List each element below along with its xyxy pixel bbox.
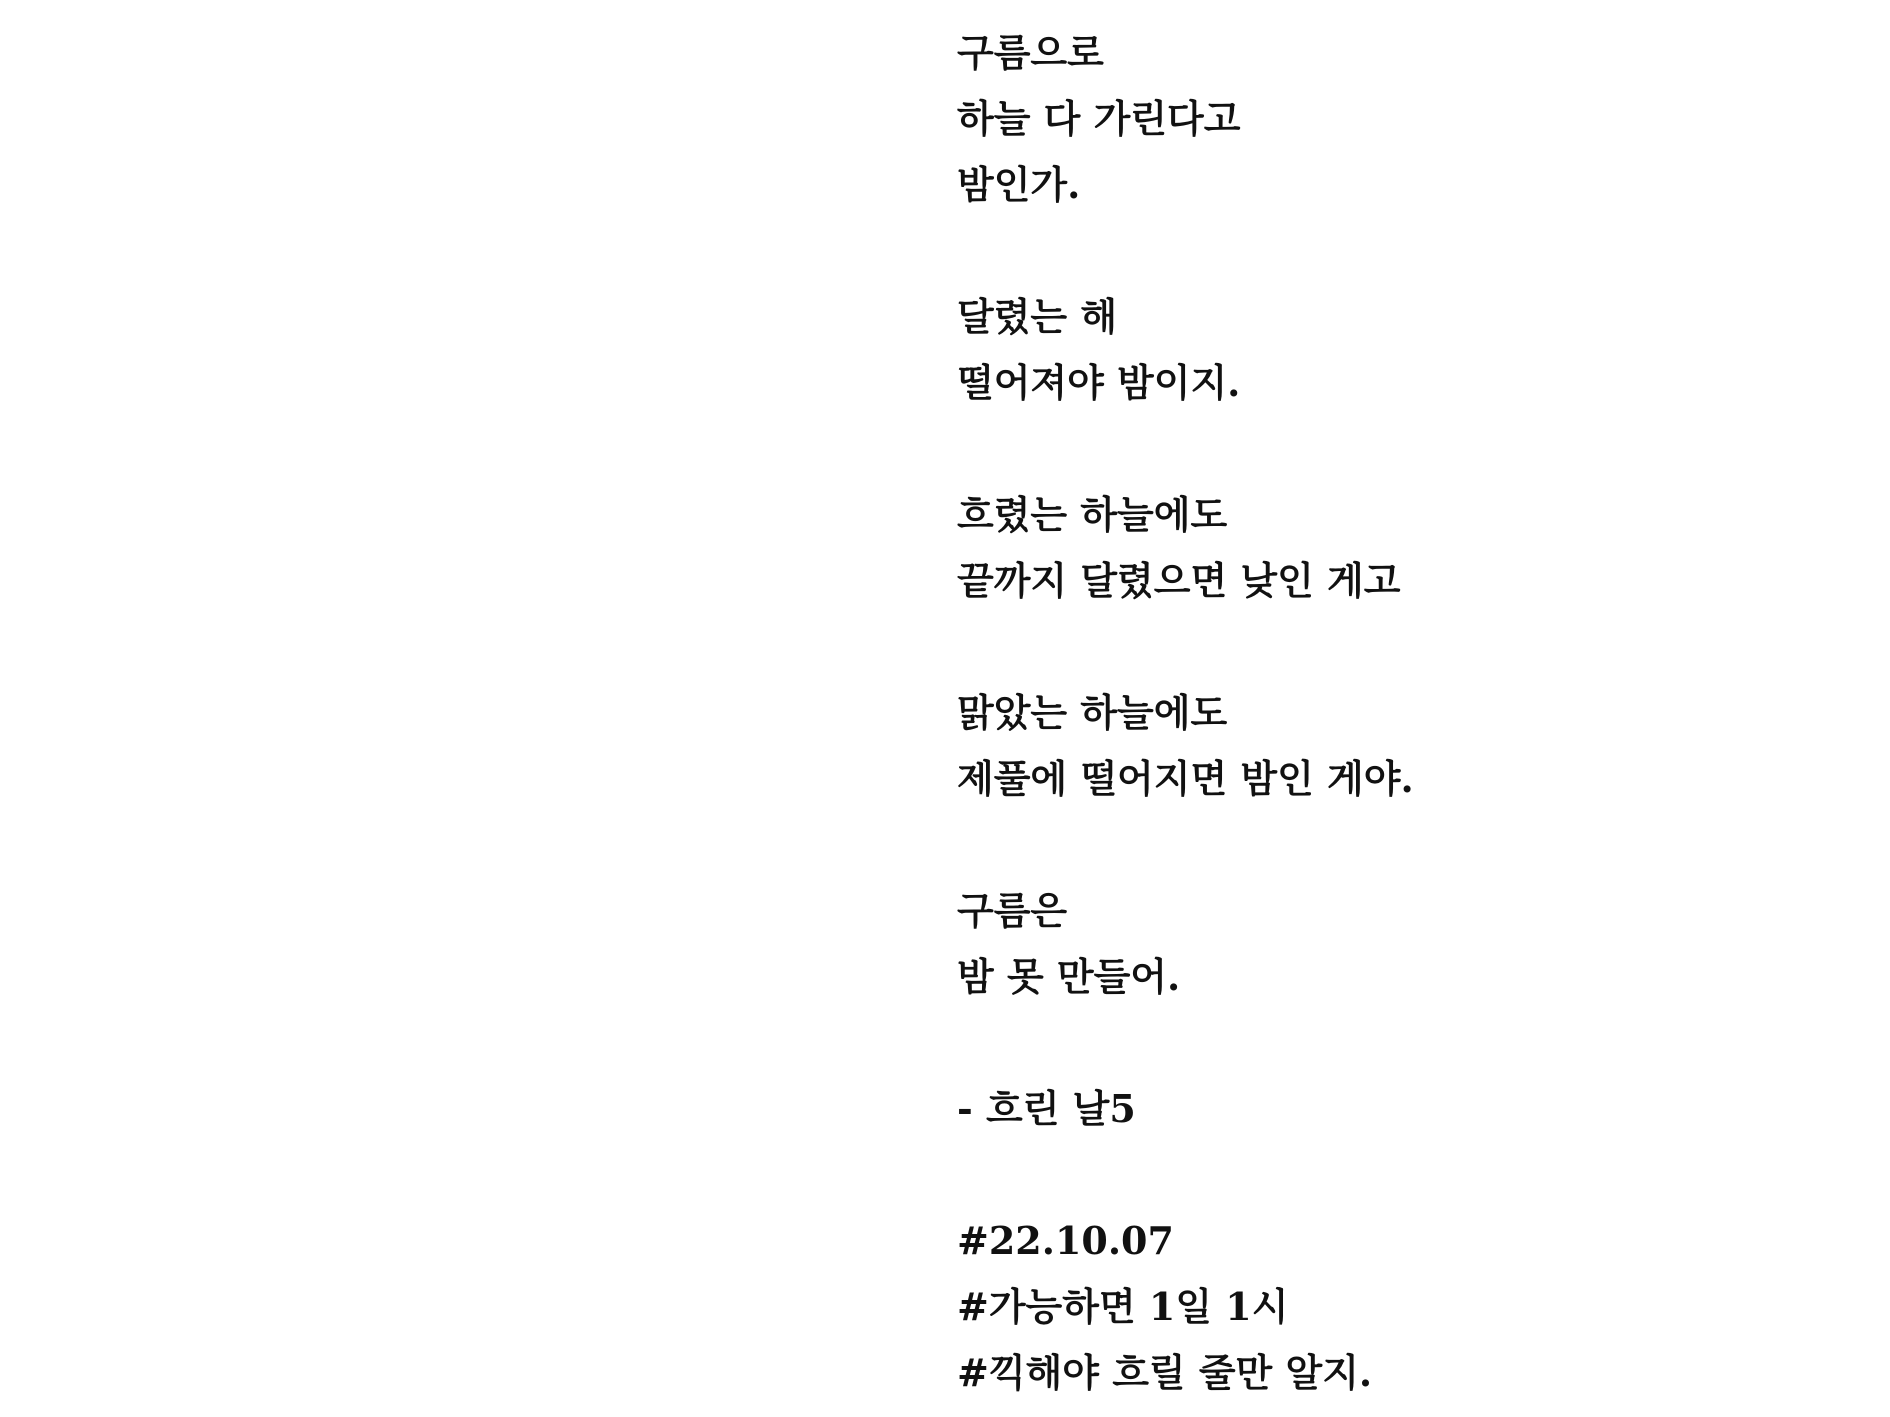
stanza-break: [957, 812, 1857, 878]
stanza-break: [957, 416, 1857, 482]
stanza-break: [957, 1142, 1857, 1208]
stanza-break: [957, 1010, 1857, 1076]
hashtag-date: #22.10.07: [957, 1218, 1174, 1263]
poem-line: 맑았는 하늘에도: [957, 690, 1228, 735]
poem-line: 밤인가.: [957, 162, 1081, 207]
poem-line: 하늘 다 가린다고: [957, 96, 1241, 141]
hashtag: #가능하면 1일 1시: [957, 1284, 1289, 1329]
poem-signature: - 흐린 날5: [957, 1086, 1136, 1131]
poem-line: 떨어져야 밤이지.: [957, 360, 1241, 405]
poem-line: 구름으로: [957, 30, 1104, 75]
poem-line: 제풀에 떨어지면 밤인 게야.: [957, 756, 1414, 801]
poem-line: 흐렸는 하늘에도: [957, 492, 1228, 537]
poem-line: 끝까지 달렸으면 낮인 게고: [957, 558, 1401, 603]
poem-line: 달렸는 해: [957, 294, 1118, 339]
poem-line: 밤 못 만들어.: [957, 954, 1181, 999]
stanza-break: [957, 218, 1857, 284]
stanza-break: [957, 614, 1857, 680]
poem-body: [957, 20, 1857, 1406]
hashtag: #끽해야 흐릴 줄만 알지.: [957, 1350, 1373, 1395]
poem-line: 구름은: [957, 888, 1068, 933]
